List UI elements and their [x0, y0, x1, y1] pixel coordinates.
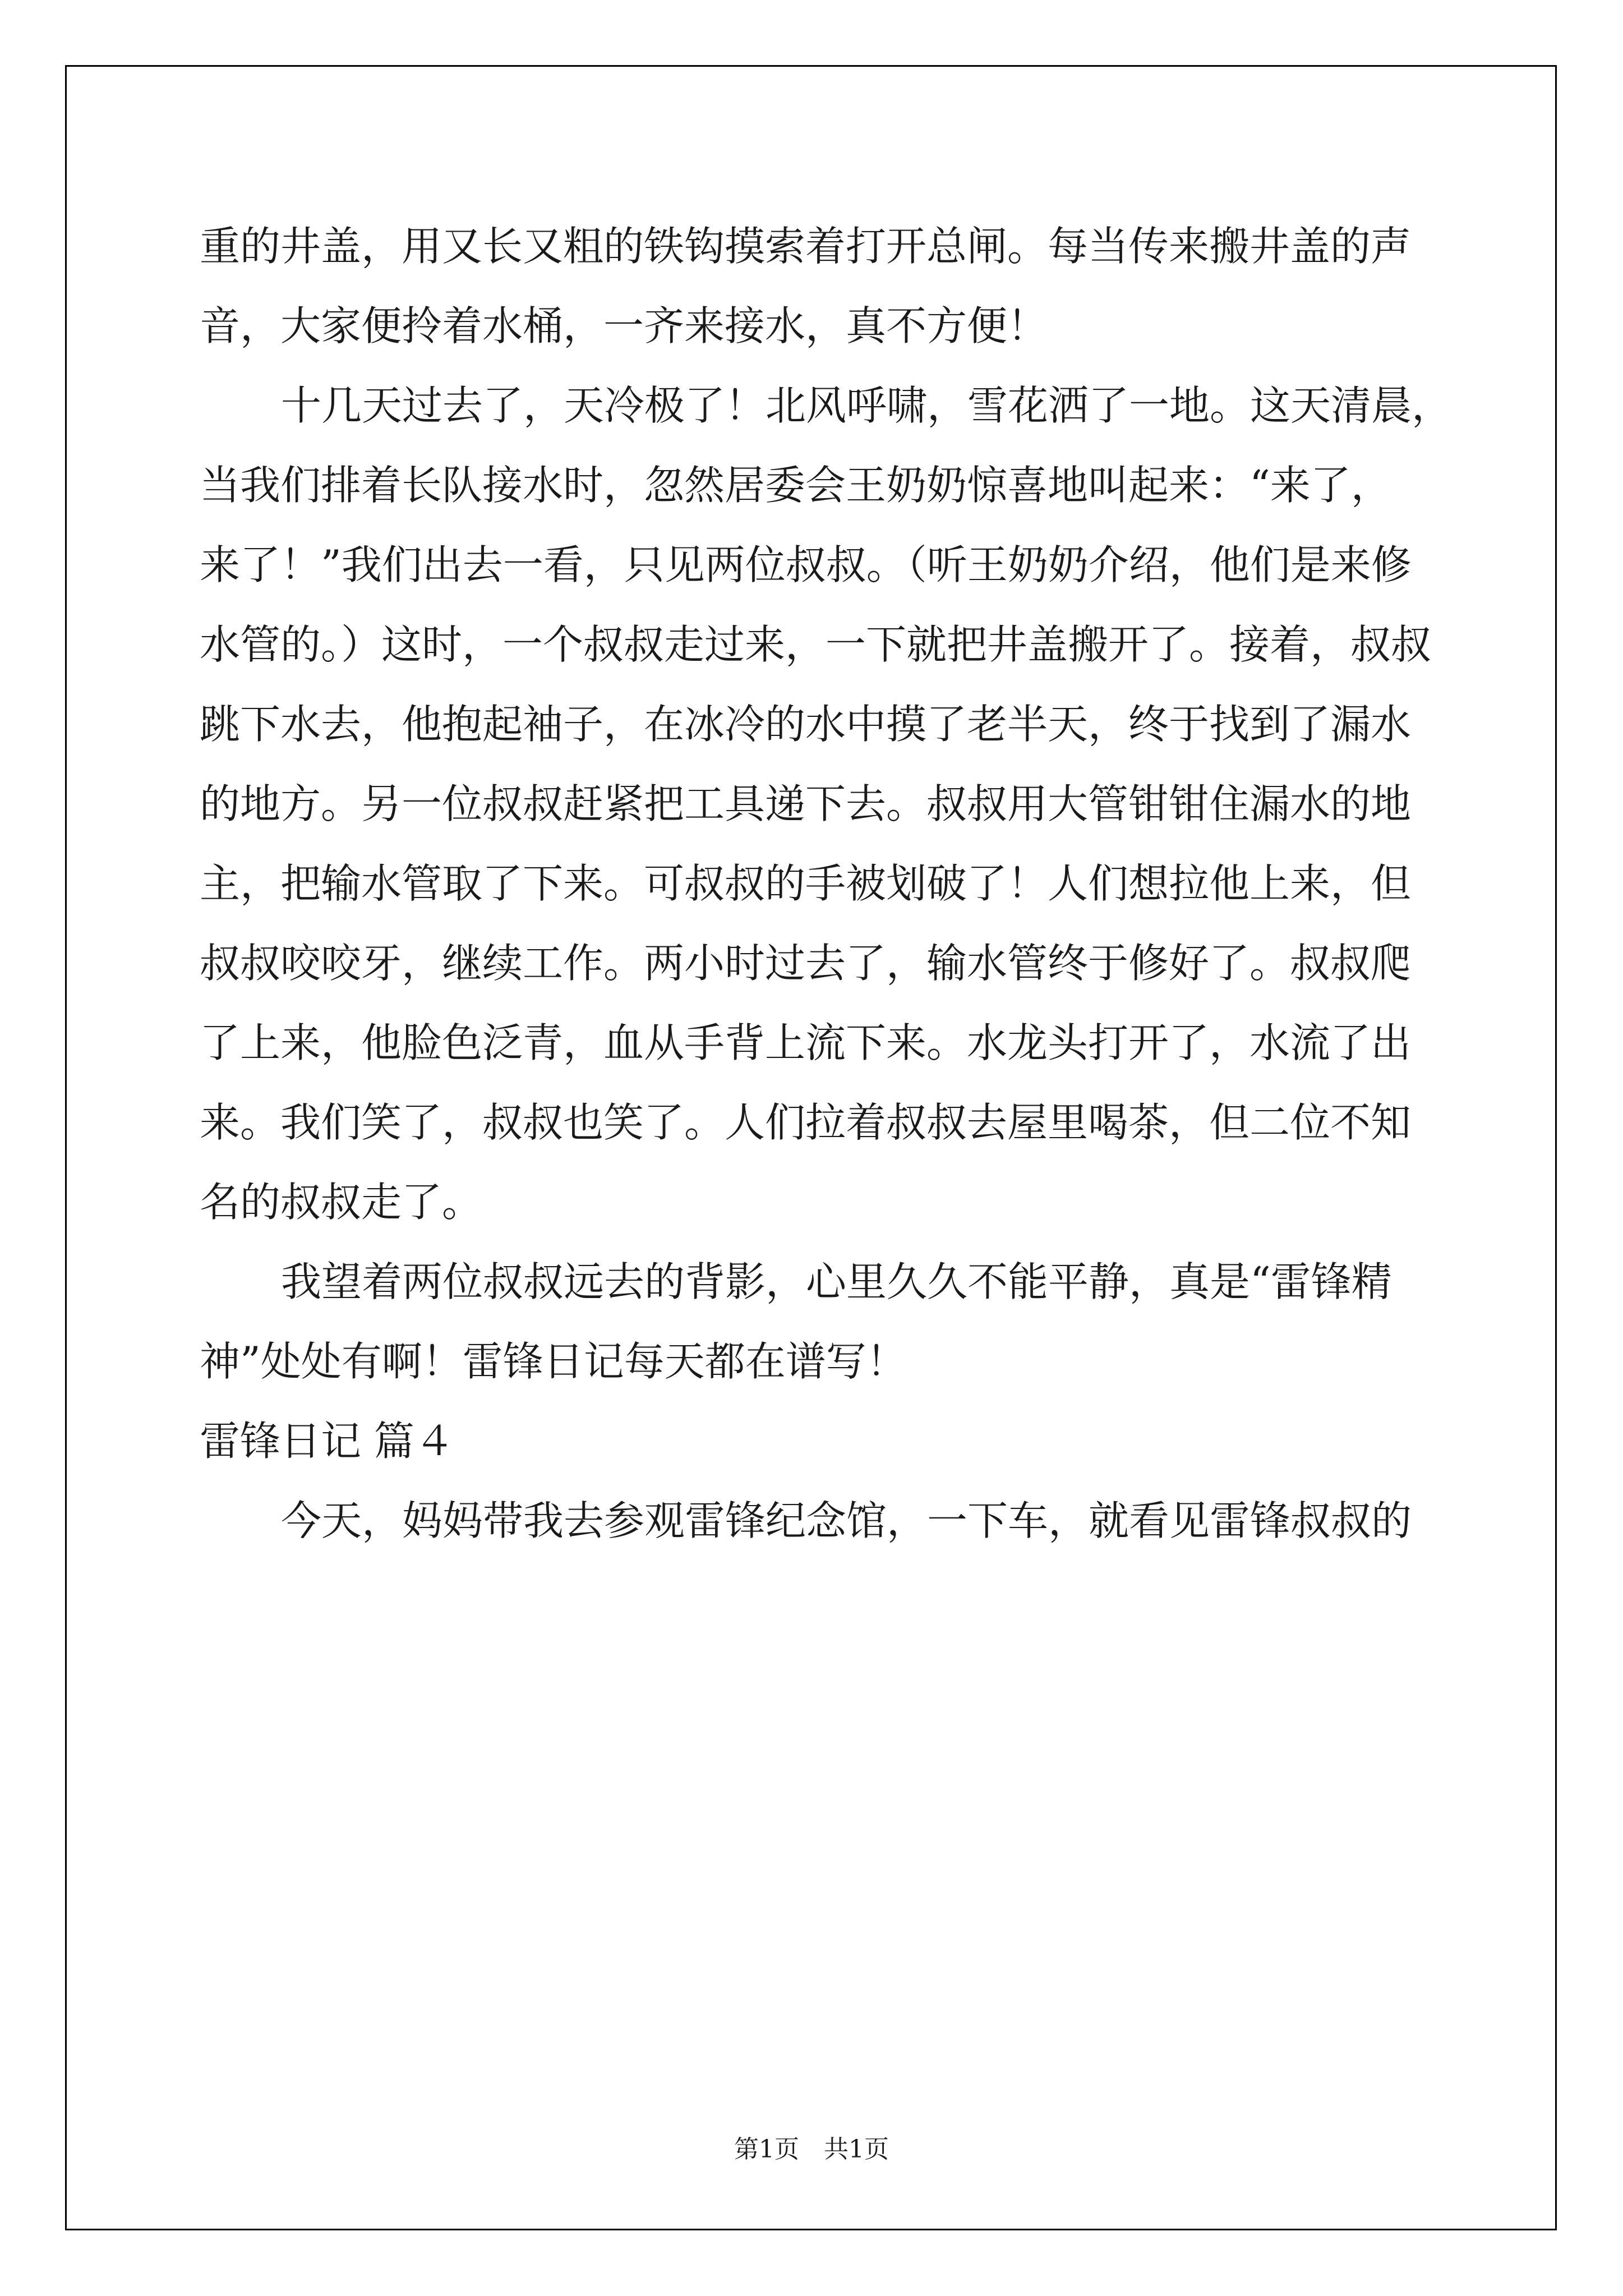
text-line: 主，把输水管取了下来。可叔叔的手被划破了！人们想拉他上来，但	[200, 860, 1412, 907]
text-line: 音，大家便拎着水桶，一齐来接水，真不方便！	[200, 302, 1048, 349]
text-line: 水管的。）这时，一个叔叔走过来，一下就把井盖搬开了。接着，叔叔	[200, 621, 1432, 668]
document-body	[200, 206, 1453, 1561]
text-line: 来了！”我们出去一看，只见两位叔叔。（听王奶奶介绍，他们是来修	[200, 541, 1412, 588]
text-line: 重的井盖，用又长又粗的铁钩摸索着打开总闸。每当传来搬井盖的声	[200, 223, 1412, 270]
paragraph-start: 今天，妈妈带我去参观雷锋纪念馆，一下车，就看见雷锋叔叔的	[281, 1497, 1412, 1544]
section-heading: 雷锋日记 篇４	[200, 1418, 455, 1465]
paragraph-start: 十几天过去了，天冷极了！北风呼啸，雪花洒了一地。这天清晨，	[281, 382, 1453, 429]
text-line: 叔叔咬咬牙，继续工作。两小时过去了，输水管终于修好了。叔叔爬	[200, 940, 1412, 987]
text-line: 的地方。另一位叔叔赶紧把工具递下去。叔叔用大管钳钳住漏水的地	[200, 780, 1412, 827]
text-line: 名的叔叔走了。	[200, 1179, 483, 1226]
paragraph-start: 我望着两位叔叔远去的背影，心里久久不能平静，真是“雷锋精	[281, 1258, 1392, 1305]
text-line: 了上来，他脸色泛青，血从手背上流下来。水龙头打开了，水流了出	[200, 1019, 1412, 1066]
text-line: 当我们排着长队接水时，忽然居委会王奶奶惊喜地叫起来：“来了，	[200, 462, 1391, 509]
page-footer: 第1页 共1页	[734, 2135, 889, 2164]
text-line: 神”处处有啊！雷锋日记每天都在谱写！	[200, 1338, 907, 1385]
text-line: 来。我们笑了，叔叔也笑了。人们拉着叔叔去屋里喝茶，但二位不知	[200, 1099, 1412, 1146]
text-line: 跳下水去，他抱起袖子，在冰冷的水中摸了老半天，终于找到了漏水	[200, 701, 1412, 748]
